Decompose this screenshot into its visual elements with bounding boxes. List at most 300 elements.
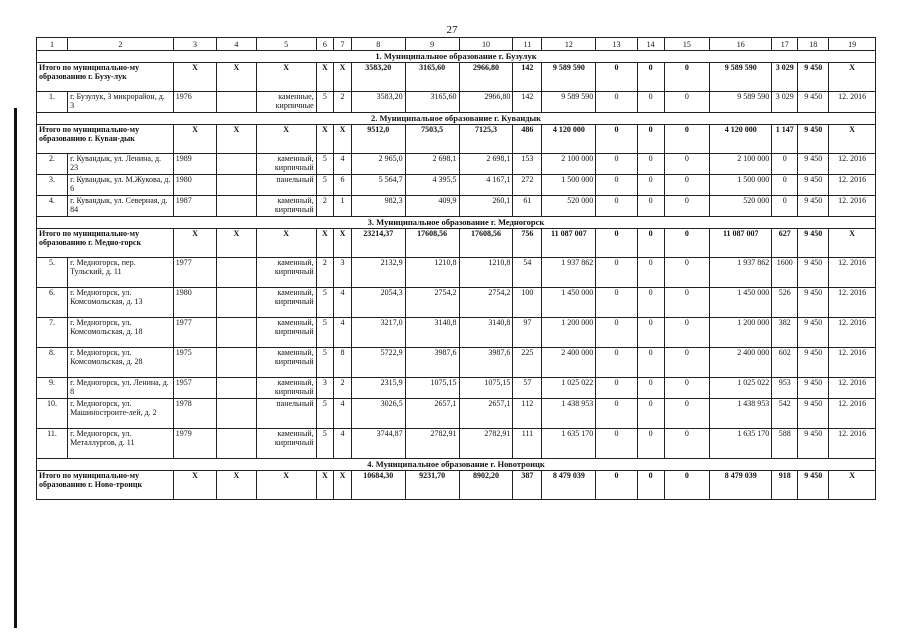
total-cell: X	[217, 125, 256, 154]
row-cell-c18: 9 450	[798, 196, 829, 217]
total-cell: 9 450	[798, 63, 829, 92]
row-cell-material: каменный, кирпичный	[256, 154, 316, 175]
row-cell-year: 1977	[173, 318, 217, 348]
total-cell: X	[173, 229, 217, 258]
row-cell-c16: 520 000	[710, 196, 772, 217]
row-cell-c4	[217, 429, 256, 459]
row-cell-c16: 1 025 022	[710, 378, 772, 399]
housing-table	[36, 37, 876, 500]
row-cell-c11: 142	[513, 92, 542, 113]
total-cell: X	[256, 229, 316, 258]
row-cell-c13: 0	[596, 288, 637, 318]
row-cell-year: 1977	[173, 258, 217, 288]
total-cell: X	[829, 229, 876, 258]
row-cell-c12: 1 450 000	[542, 288, 596, 318]
row-cell-c16: 1 438 953	[710, 399, 772, 429]
total-cell: 4 120 000	[542, 125, 596, 154]
total-cell: X	[334, 471, 352, 500]
section-title: 1. Муниципальное образование г. Бузулук	[37, 51, 876, 63]
row-cell-c8: 3583,20	[351, 92, 405, 113]
row-cell-c4	[217, 348, 256, 378]
row-cell-c19: 12. 2016	[829, 154, 876, 175]
total-cell: 0	[596, 125, 637, 154]
row-cell-year: 1975	[173, 348, 217, 378]
total-cell: 9 450	[798, 125, 829, 154]
row-number: 11.	[37, 429, 68, 459]
column-number-cell: 16	[710, 38, 772, 51]
row-cell-c8: 982,3	[351, 196, 405, 217]
row-cell-c9: 3987,6	[405, 348, 459, 378]
column-number-cell: 9	[405, 38, 459, 51]
total-cell: 0	[637, 229, 664, 258]
total-cell: 9 589 590	[710, 63, 772, 92]
row-cell-c15: 0	[664, 378, 710, 399]
row-cell-c17: 953	[772, 378, 798, 399]
column-number-cell: 4	[217, 38, 256, 51]
column-number-cell: 15	[664, 38, 710, 51]
row-cell-c11: 112	[513, 399, 542, 429]
section-title: 2. Муниципальное образование г. Кувандык	[37, 113, 876, 125]
row-cell-c15: 0	[664, 399, 710, 429]
row-address: г. Медногорск, ул. Металлургов, д. 11	[68, 429, 174, 459]
total-cell: 9 450	[798, 229, 829, 258]
row-number: 7.	[37, 318, 68, 348]
row-address: г. Медногорск, ул. Ленина, д. 8	[68, 378, 174, 399]
total-cell: 11 087 007	[710, 229, 772, 258]
table-row	[37, 318, 876, 348]
row-cell-c10: 3987,6	[459, 348, 513, 378]
row-cell-c4	[217, 399, 256, 429]
total-label: Итого по муниципально-му образованию г. Бузу-лук	[37, 63, 174, 92]
row-cell-c14: 0	[637, 196, 664, 217]
total-cell: X	[316, 471, 334, 500]
row-cell-year: 1979	[173, 429, 217, 459]
row-cell-c8: 3744,87	[351, 429, 405, 459]
column-number-cell: 12	[542, 38, 596, 51]
row-cell-c16: 2 400 000	[710, 348, 772, 378]
row-cell-c15: 0	[664, 429, 710, 459]
row-cell-c18: 9 450	[798, 258, 829, 288]
row-cell-c14: 0	[637, 154, 664, 175]
row-cell-c12: 1 635 170	[542, 429, 596, 459]
row-cell-c9: 409,9	[405, 196, 459, 217]
total-cell: X	[217, 471, 256, 500]
row-cell-c4	[217, 288, 256, 318]
row-cell-c16: 1 937 862	[710, 258, 772, 288]
row-cell-material: каменный, кирпичный	[256, 348, 316, 378]
total-row	[37, 229, 876, 258]
row-cell-c10: 2657,1	[459, 399, 513, 429]
total-cell: X	[173, 63, 217, 92]
row-cell-entr: 2	[334, 378, 352, 399]
page-edge-bar	[14, 108, 17, 628]
row-cell-c19: 12. 2016	[829, 175, 876, 196]
column-number-cell: 10	[459, 38, 513, 51]
row-cell-c16: 9 589 590	[710, 92, 772, 113]
section-title-row	[37, 217, 876, 229]
row-cell-material: каменный, кирпичный	[256, 288, 316, 318]
row-cell-c13: 0	[596, 154, 637, 175]
total-cell: 0	[664, 471, 710, 500]
row-cell-year: 1989	[173, 154, 217, 175]
row-cell-c14: 0	[637, 258, 664, 288]
row-cell-c8: 5 564,7	[351, 175, 405, 196]
row-address: г. Медногорск, ул. Комсомольская, д. 13	[68, 288, 174, 318]
row-cell-floors: 5	[316, 288, 334, 318]
row-cell-entr: 8	[334, 348, 352, 378]
row-cell-c19: 12. 2016	[829, 399, 876, 429]
row-cell-c12: 1 500 000	[542, 175, 596, 196]
total-cell: 3165,60	[405, 63, 459, 92]
row-cell-c18: 9 450	[798, 399, 829, 429]
row-cell-c8: 3026,5	[351, 399, 405, 429]
total-label: Итого по муниципально-му образованию г. Ново-троицк	[37, 471, 174, 500]
row-cell-c8: 3217,0	[351, 318, 405, 348]
table-row	[37, 399, 876, 429]
total-cell: 10684,30	[351, 471, 405, 500]
table-row	[37, 258, 876, 288]
row-cell-c14: 0	[637, 399, 664, 429]
column-number-cell: 1	[37, 38, 68, 51]
row-cell-c11: 100	[513, 288, 542, 318]
column-number-cell: 17	[772, 38, 798, 51]
row-cell-c18: 9 450	[798, 92, 829, 113]
row-cell-c17: 0	[772, 175, 798, 196]
row-cell-c10: 1210,8	[459, 258, 513, 288]
row-cell-c4	[217, 378, 256, 399]
total-cell: 0	[596, 229, 637, 258]
row-cell-c18: 9 450	[798, 348, 829, 378]
column-number-cell: 2	[68, 38, 174, 51]
row-cell-year: 1957	[173, 378, 217, 399]
total-cell: X	[334, 63, 352, 92]
total-cell: X	[316, 125, 334, 154]
row-cell-material: каменный, кирпичный	[256, 258, 316, 288]
row-cell-floors: 3	[316, 378, 334, 399]
row-cell-c18: 9 450	[798, 318, 829, 348]
row-cell-c15: 0	[664, 258, 710, 288]
row-cell-c14: 0	[637, 175, 664, 196]
total-row	[37, 63, 876, 92]
row-cell-c15: 0	[664, 175, 710, 196]
row-cell-c9: 2782,91	[405, 429, 459, 459]
row-cell-c10: 3140,8	[459, 318, 513, 348]
row-cell-material: панельный	[256, 175, 316, 196]
total-cell: X	[256, 471, 316, 500]
row-cell-c11: 61	[513, 196, 542, 217]
row-cell-c13: 0	[596, 258, 637, 288]
row-cell-c12: 520 000	[542, 196, 596, 217]
table-row	[37, 288, 876, 318]
row-cell-c17: 0	[772, 154, 798, 175]
row-cell-c16: 2 100 000	[710, 154, 772, 175]
row-cell-c14: 0	[637, 318, 664, 348]
row-number: 9.	[37, 378, 68, 399]
column-number-cell: 11	[513, 38, 542, 51]
row-cell-floors: 5	[316, 92, 334, 113]
row-cell-c18: 9 450	[798, 288, 829, 318]
row-cell-c10: 2754,2	[459, 288, 513, 318]
total-cell: 387	[513, 471, 542, 500]
row-cell-c15: 0	[664, 288, 710, 318]
row-number: 8.	[37, 348, 68, 378]
total-cell: 756	[513, 229, 542, 258]
column-number-cell: 6	[316, 38, 334, 51]
row-cell-c19: 12. 2016	[829, 288, 876, 318]
row-cell-c4	[217, 258, 256, 288]
total-cell: X	[217, 229, 256, 258]
column-number-cell: 8	[351, 38, 405, 51]
row-cell-floors: 5	[316, 399, 334, 429]
row-cell-c17: 588	[772, 429, 798, 459]
row-cell-c11: 111	[513, 429, 542, 459]
column-number-cell: 7	[334, 38, 352, 51]
row-cell-c14: 0	[637, 429, 664, 459]
row-cell-c4	[217, 175, 256, 196]
table-row	[37, 154, 876, 175]
page-number: 27	[446, 24, 458, 36]
total-cell: 9 589 590	[542, 63, 596, 92]
row-number: 5.	[37, 258, 68, 288]
row-cell-c13: 0	[596, 378, 637, 399]
row-cell-c16: 1 450 000	[710, 288, 772, 318]
table-row	[37, 175, 876, 196]
row-cell-c8: 2054,3	[351, 288, 405, 318]
row-cell-entr: 2	[334, 92, 352, 113]
row-cell-c10: 4 167,1	[459, 175, 513, 196]
row-cell-c18: 9 450	[798, 154, 829, 175]
row-cell-c19: 12. 2016	[829, 348, 876, 378]
row-cell-c19: 12. 2016	[829, 92, 876, 113]
section-title-row	[37, 51, 876, 63]
row-cell-c19: 12. 2016	[829, 429, 876, 459]
row-cell-c13: 0	[596, 399, 637, 429]
row-cell-c13: 0	[596, 92, 637, 113]
row-cell-material: каменный, кирпичный	[256, 196, 316, 217]
total-cell: 0	[664, 229, 710, 258]
row-cell-c19: 12. 2016	[829, 318, 876, 348]
row-cell-c8: 2315,9	[351, 378, 405, 399]
total-cell: X	[173, 125, 217, 154]
row-address: г. Кувандык, ул. Ленина, д. 23	[68, 154, 174, 175]
total-cell: X	[829, 471, 876, 500]
total-cell: 0	[664, 125, 710, 154]
row-cell-entr: 4	[334, 399, 352, 429]
row-cell-c15: 0	[664, 348, 710, 378]
row-cell-c13: 0	[596, 175, 637, 196]
total-label: Итого по муниципально-му образованию г. Куван-дык	[37, 125, 174, 154]
total-label: Итого по муниципально-му образованию г. Медно-горск	[37, 229, 174, 258]
row-cell-c8: 2 965,0	[351, 154, 405, 175]
row-address: г. Медногорск, ул. Комсомольская, д. 28	[68, 348, 174, 378]
column-number-cell: 18	[798, 38, 829, 51]
row-cell-c13: 0	[596, 429, 637, 459]
row-cell-floors: 5	[316, 348, 334, 378]
total-cell: 0	[596, 63, 637, 92]
row-cell-c14: 0	[637, 378, 664, 399]
row-cell-c10: 2 698,1	[459, 154, 513, 175]
total-cell: 918	[772, 471, 798, 500]
row-cell-material: каменные, кирпичные	[256, 92, 316, 113]
total-cell: 0	[596, 471, 637, 500]
row-cell-floors: 2	[316, 196, 334, 217]
total-cell: 11 087 007	[542, 229, 596, 258]
row-cell-c10: 260,1	[459, 196, 513, 217]
row-cell-c17: 542	[772, 399, 798, 429]
row-cell-c16: 1 635 170	[710, 429, 772, 459]
row-cell-c11: 225	[513, 348, 542, 378]
row-cell-c15: 0	[664, 92, 710, 113]
row-cell-entr: 4	[334, 429, 352, 459]
total-cell: 8 479 039	[542, 471, 596, 500]
total-cell: X	[173, 471, 217, 500]
row-cell-c12: 2 100 000	[542, 154, 596, 175]
row-cell-c12: 9 589 590	[542, 92, 596, 113]
row-number: 6.	[37, 288, 68, 318]
row-address: г. Медногорск, пер. Тульский, д. 11	[68, 258, 174, 288]
total-cell: 4 120 000	[710, 125, 772, 154]
row-cell-c4	[217, 92, 256, 113]
row-cell-c4	[217, 154, 256, 175]
row-cell-c9: 2754,2	[405, 288, 459, 318]
row-cell-c17: 602	[772, 348, 798, 378]
row-cell-c9: 2657,1	[405, 399, 459, 429]
row-cell-c15: 0	[664, 154, 710, 175]
row-cell-c9: 2 698,1	[405, 154, 459, 175]
row-cell-floors: 5	[316, 318, 334, 348]
row-cell-c15: 0	[664, 196, 710, 217]
row-cell-c11: 97	[513, 318, 542, 348]
total-cell: 142	[513, 63, 542, 92]
row-cell-floors: 2	[316, 258, 334, 288]
total-cell: 0	[637, 63, 664, 92]
total-cell: X	[829, 63, 876, 92]
row-cell-c14: 0	[637, 348, 664, 378]
row-cell-c11: 153	[513, 154, 542, 175]
total-cell: X	[334, 125, 352, 154]
table-row	[37, 196, 876, 217]
row-cell-c8: 2132,9	[351, 258, 405, 288]
total-cell: X	[256, 63, 316, 92]
total-cell: 3 029	[772, 63, 798, 92]
total-row	[37, 125, 876, 154]
total-cell: 17608,56	[459, 229, 513, 258]
row-cell-year: 1987	[173, 196, 217, 217]
total-cell: X	[829, 125, 876, 154]
row-cell-c9: 1210,8	[405, 258, 459, 288]
row-cell-c19: 12. 2016	[829, 258, 876, 288]
row-cell-c9: 3165,60	[405, 92, 459, 113]
row-cell-c17: 382	[772, 318, 798, 348]
row-cell-entr: 4	[334, 154, 352, 175]
row-number: 3.	[37, 175, 68, 196]
table-row	[37, 92, 876, 113]
total-cell: 8 479 039	[710, 471, 772, 500]
total-cell: X	[334, 229, 352, 258]
row-cell-c16: 1 500 000	[710, 175, 772, 196]
total-cell: X	[316, 63, 334, 92]
row-cell-c17: 526	[772, 288, 798, 318]
row-cell-c14: 0	[637, 288, 664, 318]
total-cell: 7503,5	[405, 125, 459, 154]
row-address: г. Кувандык, ул. М.Жукова, д. 6	[68, 175, 174, 196]
row-cell-c11: 272	[513, 175, 542, 196]
row-cell-c12: 1 200 000	[542, 318, 596, 348]
row-number: 1.	[37, 92, 68, 113]
row-cell-material: каменный, кирпичный	[256, 318, 316, 348]
total-cell: 9231,70	[405, 471, 459, 500]
total-cell: 8902,20	[459, 471, 513, 500]
row-address: г. Медногорск, ул. Машиностроите-лей, д. 2	[68, 399, 174, 429]
row-cell-year: 1976	[173, 92, 217, 113]
total-cell: 0	[637, 471, 664, 500]
row-cell-floors: 5	[316, 154, 334, 175]
row-cell-year: 1978	[173, 399, 217, 429]
total-cell: 17608,56	[405, 229, 459, 258]
row-address: г. Медногорск, ул. Комсомольская, д. 18	[68, 318, 174, 348]
row-cell-c18: 9 450	[798, 429, 829, 459]
section-title-row	[37, 113, 876, 125]
row-cell-entr: 4	[334, 318, 352, 348]
total-cell: 1 147	[772, 125, 798, 154]
row-cell-c18: 9 450	[798, 175, 829, 196]
row-cell-c19: 12. 2016	[829, 196, 876, 217]
row-cell-c10: 2782,91	[459, 429, 513, 459]
row-cell-c13: 0	[596, 318, 637, 348]
row-cell-c12: 2 400 000	[542, 348, 596, 378]
row-cell-c16: 1 200 000	[710, 318, 772, 348]
section-title-row	[37, 459, 876, 471]
total-cell: 9512,0	[351, 125, 405, 154]
column-number-cell: 19	[829, 38, 876, 51]
total-cell: 486	[513, 125, 542, 154]
row-cell-c12: 1 025 022	[542, 378, 596, 399]
row-cell-material: панельный	[256, 399, 316, 429]
row-cell-c9: 3140,8	[405, 318, 459, 348]
row-cell-c10: 2966,80	[459, 92, 513, 113]
row-number: 2.	[37, 154, 68, 175]
total-cell: 2966,80	[459, 63, 513, 92]
column-number-row	[37, 38, 876, 51]
row-cell-c17: 3 029	[772, 92, 798, 113]
row-cell-c11: 54	[513, 258, 542, 288]
total-cell: 7125,3	[459, 125, 513, 154]
table-row	[37, 348, 876, 378]
total-cell: 627	[772, 229, 798, 258]
row-cell-c11: 57	[513, 378, 542, 399]
table-row	[37, 378, 876, 399]
row-cell-material: каменный, кирпичный	[256, 378, 316, 399]
row-cell-c4	[217, 196, 256, 217]
table-row	[37, 429, 876, 459]
row-cell-c19: 12. 2016	[829, 378, 876, 399]
column-number-cell: 14	[637, 38, 664, 51]
row-cell-c4	[217, 318, 256, 348]
row-cell-c13: 0	[596, 348, 637, 378]
row-cell-floors: 5	[316, 429, 334, 459]
total-cell: X	[316, 229, 334, 258]
total-cell: 3583,20	[351, 63, 405, 92]
total-cell: 0	[664, 63, 710, 92]
row-cell-floors: 5	[316, 175, 334, 196]
section-title: 3. Муниципальное образование г. Медногорск	[37, 217, 876, 229]
row-cell-c10: 1075,15	[459, 378, 513, 399]
total-cell: 9 450	[798, 471, 829, 500]
row-number: 10.	[37, 399, 68, 429]
row-cell-c18: 9 450	[798, 378, 829, 399]
total-cell: X	[217, 63, 256, 92]
row-cell-c12: 1 438 953	[542, 399, 596, 429]
